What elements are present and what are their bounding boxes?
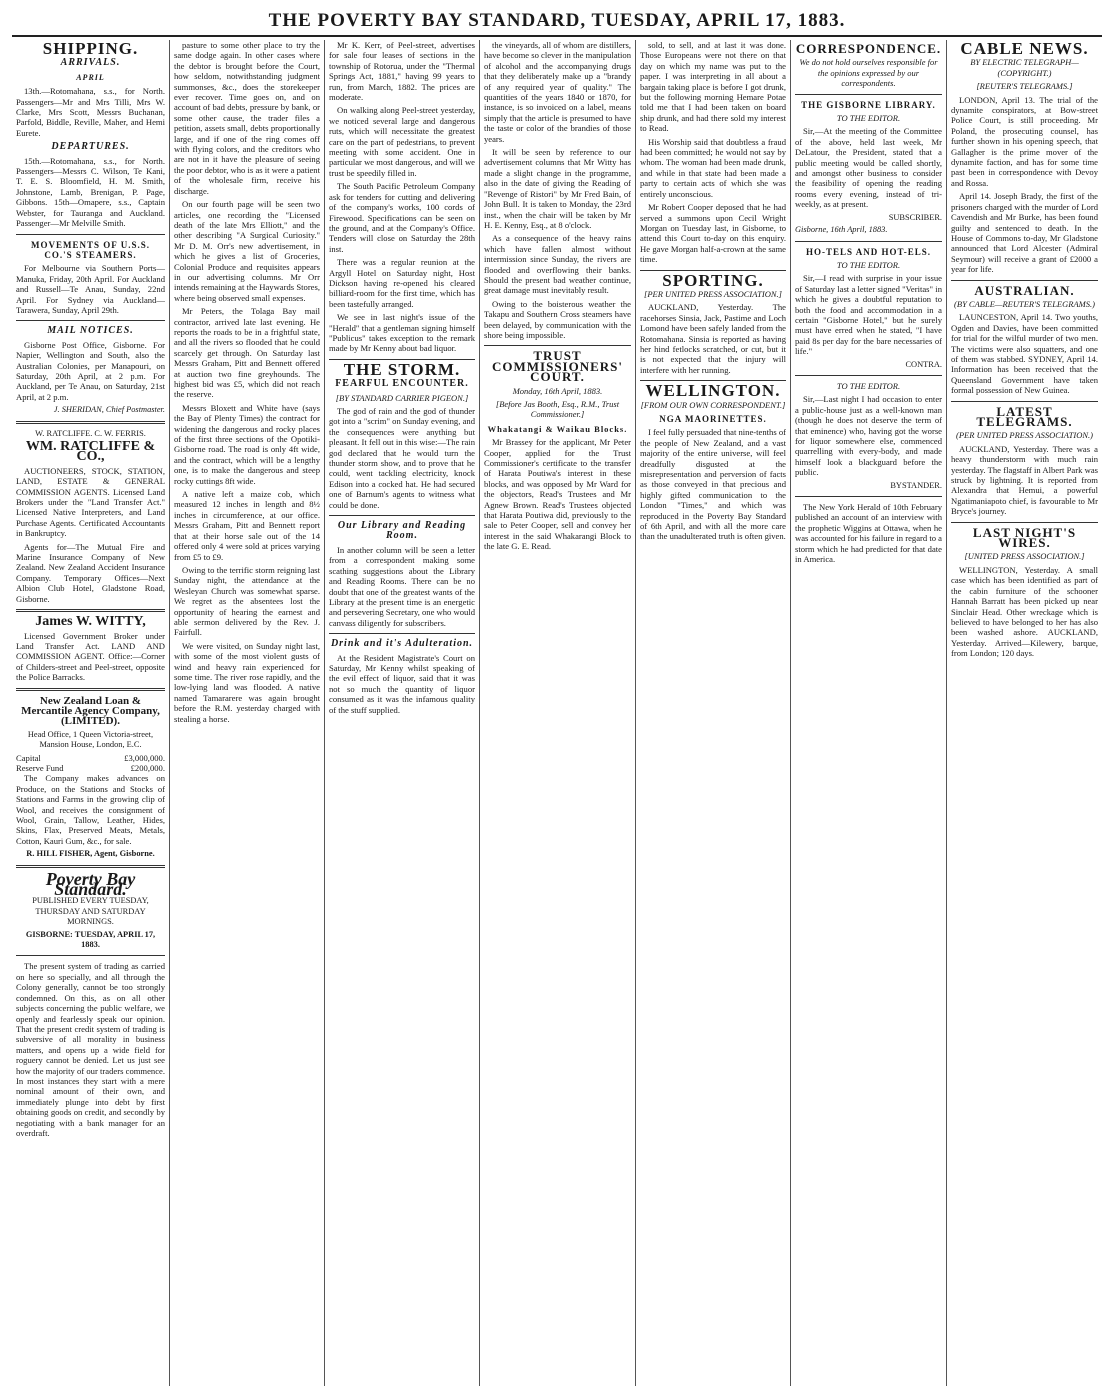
column-7 bbox=[946, 40, 1102, 1386]
cable-news-text-2: April 14. Joseph Brady, the first of the prisoners charged with the murder of Lord Cavendish and Mr Burke, has been found guilty and sentenced to death. In the House of Commons to-day, Mr Gladstone announced that Lord Alcester (Admiral Seymour) will receive a grant of £2000 a year for life. bbox=[951, 191, 1098, 275]
australian-text: LAUNCESTON, April 14. Two youths, Ogden and Davies, have been committed for trial for the wilful murder of two men. The victims were also squatters, and one of them was stabbed. SYDNEY, April 14. Information has been received that the Queensland Government have taken formal possession of New Guinea. bbox=[951, 312, 1098, 396]
hotels-heading: HO-TELS AND HOT-ELS. bbox=[806, 246, 931, 257]
reserve-label: Reserve Fund bbox=[16, 762, 64, 773]
drink-text: At the Resident Magistrate's Court on Saturday, Mr Kenny whilst speaking of the evil effect of liquor, said that it was not so much the quantity of liquor consumed as it was the infamous quality of the stuff supplied. bbox=[329, 652, 475, 715]
column-1 bbox=[12, 40, 169, 1386]
col4-para-a: the vineyards, all of whom are distillers, have become so clever in the manipulation of alcohol and the accompanying drugs that they deliberately make up a "brandy of any required year of quality." The quantities of the years 1840 or 1870, for instance, is so invoiced on a label, means simply that the article is presumed to have the taste or color of the brandies of those years. bbox=[484, 40, 631, 144]
cable-news-byline: BY ELECTRIC TELEGRAPH—(COPYRIGHT.) bbox=[970, 57, 1079, 78]
reserve-row bbox=[16, 763, 165, 773]
mail-heading: MAIL NOTICES. bbox=[47, 325, 134, 337]
col5-para-b: His Worship said that doubtless a fraud had been committed; he would not say by whom. The woman had been made drunk, and while in that state had been made a party to certain acts of which she was entirely unconscious. bbox=[640, 136, 786, 199]
loan-company-title: New Zealand Loan & Mercantile Agency Company, (LIMITED). bbox=[21, 694, 160, 728]
capital-row bbox=[16, 753, 165, 763]
hotels-to: TO THE EDITOR. bbox=[836, 259, 901, 270]
trust-court-case: Whakatangi & Waikau Blocks. bbox=[487, 423, 628, 434]
last-nights-wires-heading: LAST NIGHT'S WIRES. bbox=[972, 524, 1077, 551]
bystander-text: Sir,—Last night I had occasion to enter a public-house just as a well-known man (though he does not deserve the term of that eminence) who, having got the worse for liquor somewhere else, commenced quarrelling with every-body, and made himself look a blackguard before the public. bbox=[795, 394, 942, 478]
sporting-byline: [PER UNITED PRESS ASSOCIATION.] bbox=[644, 288, 782, 299]
hotels-signature: CONTRA. bbox=[905, 359, 942, 369]
paper-dateline: GISBORNE: TUESDAY, APRIL 17, 1883. bbox=[25, 929, 156, 950]
correspondence-note: We do not hold ourselves responsible for the opinions expressed by our correspondents. bbox=[799, 57, 938, 89]
wellington-byline: [FROM OUR OWN CORRESPONDENT.] bbox=[640, 399, 786, 410]
cable-news-text: LONDON, April 13. The trial of the dynamite conspirators, at Bow-street Police Court, is still proceeding. Mr Poland, the prosecuting counsel, has further shown in his opening speech, that Gallagher is the prime mover of the dynamite faction, and has for some time past been in correspondence with Devoy and Rossa. bbox=[951, 94, 1098, 188]
departures-heading: DEPARTURES. bbox=[51, 141, 130, 153]
col2-para-e: A native left a maize cob, which measured 12 inches in length and 8½ inches in circumference, at our office. Messrs Graham, Pitt and Bennett report that at their horse sale out of the 14 offered only 4 were sold at prices varying from £5 to £9. bbox=[174, 489, 320, 562]
newspaper-page bbox=[12, 6, 1102, 1386]
library-heading: Our Library and Reading Room. bbox=[337, 520, 467, 542]
arrivals-text: 13th.—Rotomahana, s.s., for North. Passengers—Mr and Mrs Tilli, Mrs W. Clarke, Mrs Scott, Messrs Buchanan, Parfold, Biddle, Reville, Maher, and Hemi Eurete. bbox=[16, 86, 165, 138]
reserve-value: £200,000. bbox=[130, 762, 165, 773]
last-nights-wires-byline: [UNITED PRESS ASSOCIATION.] bbox=[964, 551, 1085, 562]
column-4 bbox=[479, 40, 635, 1386]
col2-para-g: We were visited, on Sunday night last, with some of the most violent gusts of wind and heavy rain experienced for some time. The river rose rapidly, and the low-lying land was flooded. A native named Tamararere was again brought before the R.M. yesterday charged with stealing a horse. bbox=[174, 640, 320, 724]
loan-company-text: The Company makes advances on Produce, on the Stations and Stocks of Stations and Farms in the growing clip of Wool, and receives the consignment of Wool, Grain, Tallow, Leather, Hides, Skins, Flax, Preserved Meats, Metals, Cotton, Kauri Gum, &c., for sale. bbox=[16, 773, 165, 846]
capital-label: Capital bbox=[16, 752, 41, 763]
column-2 bbox=[169, 40, 324, 1386]
wellington-text: I feel fully persuaded that nine-tenths of the people of New Zealand, and a vast majority of the entire universe, will feel dreadfully disgusted at the misrepresentation and perversion of facts as those conveyed in that precious and highly gifted communication to the London "Times," and which was reproduced in the Poverty Bay Standard of 6th April, and with all the more care than the unadulterated truth is often given. bbox=[640, 427, 786, 542]
col5-para-a: sold, to sell, and at last it was done. Those Europeans were not there on that day on which my name was put to the paper. I was interpreting in all about a bargain taking place is before I got drunk, but the following morning Hemare Potae told me that I had been taken on board ship drunk, and had there sold my interest to Read. bbox=[640, 40, 786, 134]
arrivals-month: APRIL bbox=[76, 72, 105, 82]
last-nights-wires-text: WELLINGTON, Yesterday. A small case which has been identified as part of the cabin furniture of the schooner Hannah Barratt has been picked up near Sinclair Head. Other wreckage which is believed to have belonged to her has also been washed ashore. AUCKLAND, Yesterday. Arrived—Kilewery, barque, from London; 120 days. bbox=[951, 564, 1098, 659]
storm-text: The god of rain and the god of thunder got into a "scrim" on Sunday evening, and the consequences were anything but pleasant. It fell out in this wise:—The rain god declared that he would turn the thunder storm show, and to prove that he could, went tackling electricity, knock Edison into a cocked hat. He had secured one of Barnum's agents to witness what could be done. bbox=[329, 406, 475, 510]
drink-heading: Drink and it's Adulteration. bbox=[330, 638, 474, 650]
witty-text: Licensed Government Broker under Land Transfer Act. LAND AND COMMISSION AGENT. Office:—Corner of Childers-street and Peel-street, opposite the Police Barracks. bbox=[16, 630, 165, 683]
paper-subtitle: PUBLISHED EVERY TUESDAY, THURSDAY AND SATURDAY MORNINGS. bbox=[32, 896, 149, 927]
column-3 bbox=[324, 40, 479, 1386]
col5-para-c: Mr Robert Cooper deposed that he had served a summons upon Cecil Wright Morgan on Tuesday last, in Gisborne, to attend this Court to-day on this enquiry. He gave Morgan half-a-crown at the same time. bbox=[640, 202, 786, 265]
columns bbox=[12, 40, 1102, 1386]
trust-court-text: Mr Brassey for the applicant, Mr Peter Cooper, applied for the Trust Commissioner's certificate to the transfer of Harata Poutiwa's interest in these blocks, and was opposed by Mr Ward for the objectors, Read's Trustees and Mr Agnew Brown. Read's Trustees objected that Harata Poutiwa did, previously to the sale to Peter Cooper, sell and convey her interest in the said Whakarangi Block to the late G. E. Read. bbox=[484, 437, 631, 552]
ratcliffe-agents-text: Agents for—The Mutual Fire and Marine Insurance Company of New Zealand. New Zealand Accident Insurance Company. Temporary Offices—Next Albion Club Hotel, Gladstone Road, Gisborne. bbox=[16, 541, 165, 604]
col2-para-a: pasture to some other place to try the same dodge again. In other cases where the debtor is brought before the Court, how seldom, notwithstanding judgment summonses, &c., does the storekeeper ever recover. Time goes on, and on account of bad debts, pressure by bank, or some other cause, the trader files a petition, assets small, debts proportionally large, and if one of the ring comes off with flying colors, and the creditors who are not in it have the pleasure of seeing the poor debtor, who is as it were a patient of the wholesale firm, receive his discharge. bbox=[174, 40, 320, 196]
col3-para-d: There was a regular reunion at the Argyll Hotel on Saturday night, Host Dickson having re-opened his cleared billiard-room for the first time, which has been tastefully arranged. bbox=[329, 257, 475, 309]
sporting-text: AUCKLAND, Yesterday. The racehorses Sinsia, Jack, Pastime and Loch Lomond have been safely landed from the Rotomahana. Sinsia is reported as having her hind fetlocks scratched, or cut, but it is not expected that the injury will interfere with her running. bbox=[640, 302, 786, 375]
masthead: THE POVERTY BAY STANDARD, TUESDAY, APRIL 17, 1883. bbox=[12, 6, 1102, 37]
col4-para-d: Owing to the boisterous weather the Takapu and Southern Cross steamers have been delayed, by communication with the shore being impossible. bbox=[484, 298, 631, 340]
movements-text: For Melbourne via Southern Ports—Manuka, Friday, 20th April. For Auckland and Russell—Te Anau, Sunday, 22nd April. For Sydney via Auckland—Tarawera, Sunday, April 29th. bbox=[16, 263, 165, 315]
col2-para-d: Messrs Bloxett and White have (says the Bay of Plenty Times) the contract for widening the dangerous and rocky places of the first three sections of the Opotiki-Gisborne road. The road is only 4ft wide, and the contract, which will be a lengthy one, is to make the dangerous and steep rocky cuttings 8ft wide. bbox=[174, 402, 320, 486]
ratcliffe-firm-text: AUCTIONEERS, STOCK, STATION, LAND, ESTATE & GENERAL COMMISSION AGENTS. Licensed Land Brokers under the "Land Transfer Act." Licensed Native Interpreters, and Land Purchase Agents. Certificated Accountants in Bankruptcy. bbox=[16, 465, 165, 539]
column-6 bbox=[790, 40, 946, 1386]
library-letter-heading: THE GISBORNE LIBRARY. bbox=[801, 99, 936, 110]
col2-para-b: On our fourth page will be seen two articles, one recording the "Licensed death of the late Mrs Elliott," and the other describing "A Surgical Curiosity." Mr D. M. Orr's new advertisement, in which he gives a list of Groceries, Colonial Produce and requisites appears in our advertising columns. Mr Orr intends remaining at the Haywards Stores, where being observed small expenses. bbox=[174, 199, 320, 303]
column-5 bbox=[635, 40, 790, 1386]
departures-text: 15th.—Rotomahana, s.s., for North. Passengers—Messrs C. Wilson, Te Kani, T. E. S. Bloomfield, H. M. Smith, Johnstone, Lamb, Brenigan, P. Page, Gibbons. 15th—Omapere, s.s., Captain Webster, for Tauranga and Auckland. Passenger—Mr Melville Smith. bbox=[16, 155, 165, 229]
col2-para-f: Owing to the terrific storm reigning last Sunday night, the attendance at the Wesleyan Church was somewhat sparse. We regret as the absentees lost the opportunity of hearing the earnest and able sermon delivered by the Rev. J. Fairfull. bbox=[174, 564, 320, 638]
mail-text: Gisborne Post Office, Gisborne. For Napier, Wellington and South, also the Australian Colonies, per Manapouri, on Saturday, 20th April, at 2 p.m. For Auckland, per Te Anau, on Saturday, 21st April, at 2 p.m. bbox=[16, 339, 165, 402]
col3-para-e: We see in last night's issue of the "Herald" that a gentleman signing himself "Publicus" takes exception to the remark made by Mr Kenny about bad liquor. bbox=[329, 312, 475, 354]
col3-para-a: Mr K. Kerr, of Peel-street, advertises for sale four leases of sections in the township of Rotorua, under the "Thermal Springs Act, 1881," having 99 years to run, from March, 1882. The prices are moderate. bbox=[329, 40, 475, 103]
wiggins-text: The New York Herald of 10th February published an account of an interview with the prophetic Wiggins at Ottawa, when he was accounted for his failure in regard to a storm which he had predicted for that date in America. bbox=[795, 502, 942, 565]
paper-title: Poverty Bay Standard. bbox=[45, 868, 136, 900]
movements-heading: MOVEMENTS OF U.S.S. CO.'S STEAMERS. bbox=[31, 239, 150, 260]
australian-heading: AUSTRALIAN. bbox=[974, 282, 1075, 298]
library-letter-signature: SUBSCRIBER. bbox=[888, 212, 942, 222]
storm-heading: THE STORM. bbox=[343, 359, 461, 379]
loan-head-office: Head Office, 1 Queen Victoria-street, Mansion House, London, E.C. bbox=[27, 729, 154, 750]
col2-para-c: Mr Peters, the Tolaga Bay mail contractor, arrived late last evening. He reports the roads to be in a frightful state, and all the rivers so flooded that he could scarcely get through. On Saturday last Messrs Graham, Pitt and Bennett offered at auction two fine greyhounds. The highest bid was £5, which did not reach the reserve. bbox=[174, 306, 320, 400]
loan-company-agent: R. HILL FISHER, Agent, Gisborne. bbox=[26, 849, 155, 859]
shipping-heading: SHIPPING. bbox=[42, 40, 139, 58]
library-letter-to: TO THE EDITOR. bbox=[836, 113, 901, 124]
leader-article: The present system of trading as carried on here so specially, and all through the Colony generally, cannot be too strongly condemned. On this, as on all other subjects concerning the public welfare, we openly and fearlessly speak our opinion. That the present credit system of trading is subversive of all morality in business matters, and opens up a wide field for roguery cannot be denied. Let us just see how the majority of our traders commence. In most instances they start with a mere nominal amount of their own, and immediately plunge into debt by first obtaining goods on credit, and secondly by negotiating with a bank manager for an overdraft. bbox=[16, 961, 165, 1138]
ratcliffe-firm-title: WM. RATCLIFFE & CO., bbox=[25, 439, 156, 465]
wellington-subheading: NGA MAORINETTES. bbox=[659, 414, 767, 424]
trust-court-heading: TRUST COMMISSIONERS' COURT. bbox=[491, 348, 624, 385]
wellington-heading: WELLINGTON. bbox=[645, 381, 781, 401]
cable-news-agency: [REUTER'S TELEGRAMS.] bbox=[976, 81, 1073, 92]
trust-court-date: Monday, 16th April, 1883. bbox=[512, 385, 603, 396]
col3-para-b: On walking along Peel-street yesterday, we noticed several large and dangerous ruts, which will necessitate the greatest care on the part of pedestrians, to prevent meeting with some accident. One in particular we most dangerous, and will we trust be speedily filled in. bbox=[329, 105, 475, 178]
col4-para-b: It will be seen by reference to our advertisement columns that Mr Witty has made a slight change in the programme, also in the date of giving the Reading of "Revenge of Ristori" by Mr Fred Bain, of John Bull. It is taken to Monday, the 23rd inst., when the chair will be taken by Mr H. E. Kenny, Esq., at 8 o'clock. bbox=[484, 147, 631, 230]
col4-para-c: As a consequence of the heavy rains which have fallen almost without intermission since Sunday, the rivers are flooded and overflowing their banks. Should the present bad weather continue, great damage must inevitably result. bbox=[484, 233, 631, 296]
cable-news-heading: CABLE NEWS. bbox=[960, 40, 1089, 58]
col3-para-c: The South Pacific Petroleum Company ask for tenders for cutting and delivering of the company's works, 100 cords of Firewood. Specifications can be seen on the ground, and at the Company's Office. Tenders will close on Saturday the 28th inst. bbox=[329, 181, 475, 254]
correspondence-heading: CORRESPONDENCE. bbox=[795, 41, 942, 56]
storm-byline: [BY STANDARD CARRIER PIGEON.] bbox=[335, 392, 469, 403]
library-letter-date: Gisborne, 16th April, 1883. bbox=[795, 225, 888, 235]
library-letter-text: Sir,—At the meeting of the Committee of the above, held last week, Mr DeLatour, the President, stated that a public meeting would be called shortly, and amongst other business to consider the feasibility of opening the reading rooms every evening, instead of tri-weekly, as at present. bbox=[795, 126, 942, 210]
latest-telegrams-heading: LATEST TELEGRAMS. bbox=[976, 403, 1073, 429]
witty-title: James W. WITTY, bbox=[35, 614, 146, 630]
capital-value: £3,000,000. bbox=[124, 752, 165, 763]
sporting-heading: SPORTING. bbox=[662, 270, 764, 290]
trust-court-before: [Before Jas Booth, Esq., R.M., Trust Commissioner.] bbox=[495, 399, 620, 420]
firm-partners: W. RATCLIFFE. C. W. FERRIS. bbox=[35, 428, 146, 438]
latest-telegrams-text: AUCKLAND, Yesterday. There was a heavy thunderstorm with much rain yesterday. The flagstaff in Albert Park was struck by lightning. It is reported from Alexandra that Hemui, a powerful Ngatimaniapoto chief, is favourable to Mr Bryce's journey. bbox=[951, 443, 1098, 517]
latest-telegrams-byline: (PER UNITED PRESS ASSOCIATION.) bbox=[956, 430, 1093, 441]
bystander-signature: BYSTANDER. bbox=[890, 480, 942, 490]
storm-subheading: FEARFUL ENCOUNTER. bbox=[335, 378, 469, 390]
australian-byline: (BY CABLE—REUTER'S TELEGRAMS.) bbox=[954, 298, 1095, 309]
bystander-to: TO THE EDITOR. bbox=[836, 380, 901, 391]
arrivals-heading: ARRIVALS. bbox=[60, 57, 121, 69]
hotels-text: Sir,—I read with surprise in your issue of Saturday last a letter signed "Veritas" in which he gives a doubtful reputation to both the food and accommodation in a certain "Gisborne Hotel," but he surely must have erred when he stated, "I have paid 8s per day for the bare necessaries of life." bbox=[795, 273, 942, 357]
library-text: In another column will be seen a letter from a correspondent making some scathing suggestions about the Library and Reading Rooms. There can be no doubt that one of the greatest wants of the Library at the present time is an energetic and persevering Secretary, one who would canvass diligently for subscribers. bbox=[329, 544, 475, 628]
mail-signature: J. SHERIDAN, Chief Postmaster. bbox=[53, 405, 165, 415]
